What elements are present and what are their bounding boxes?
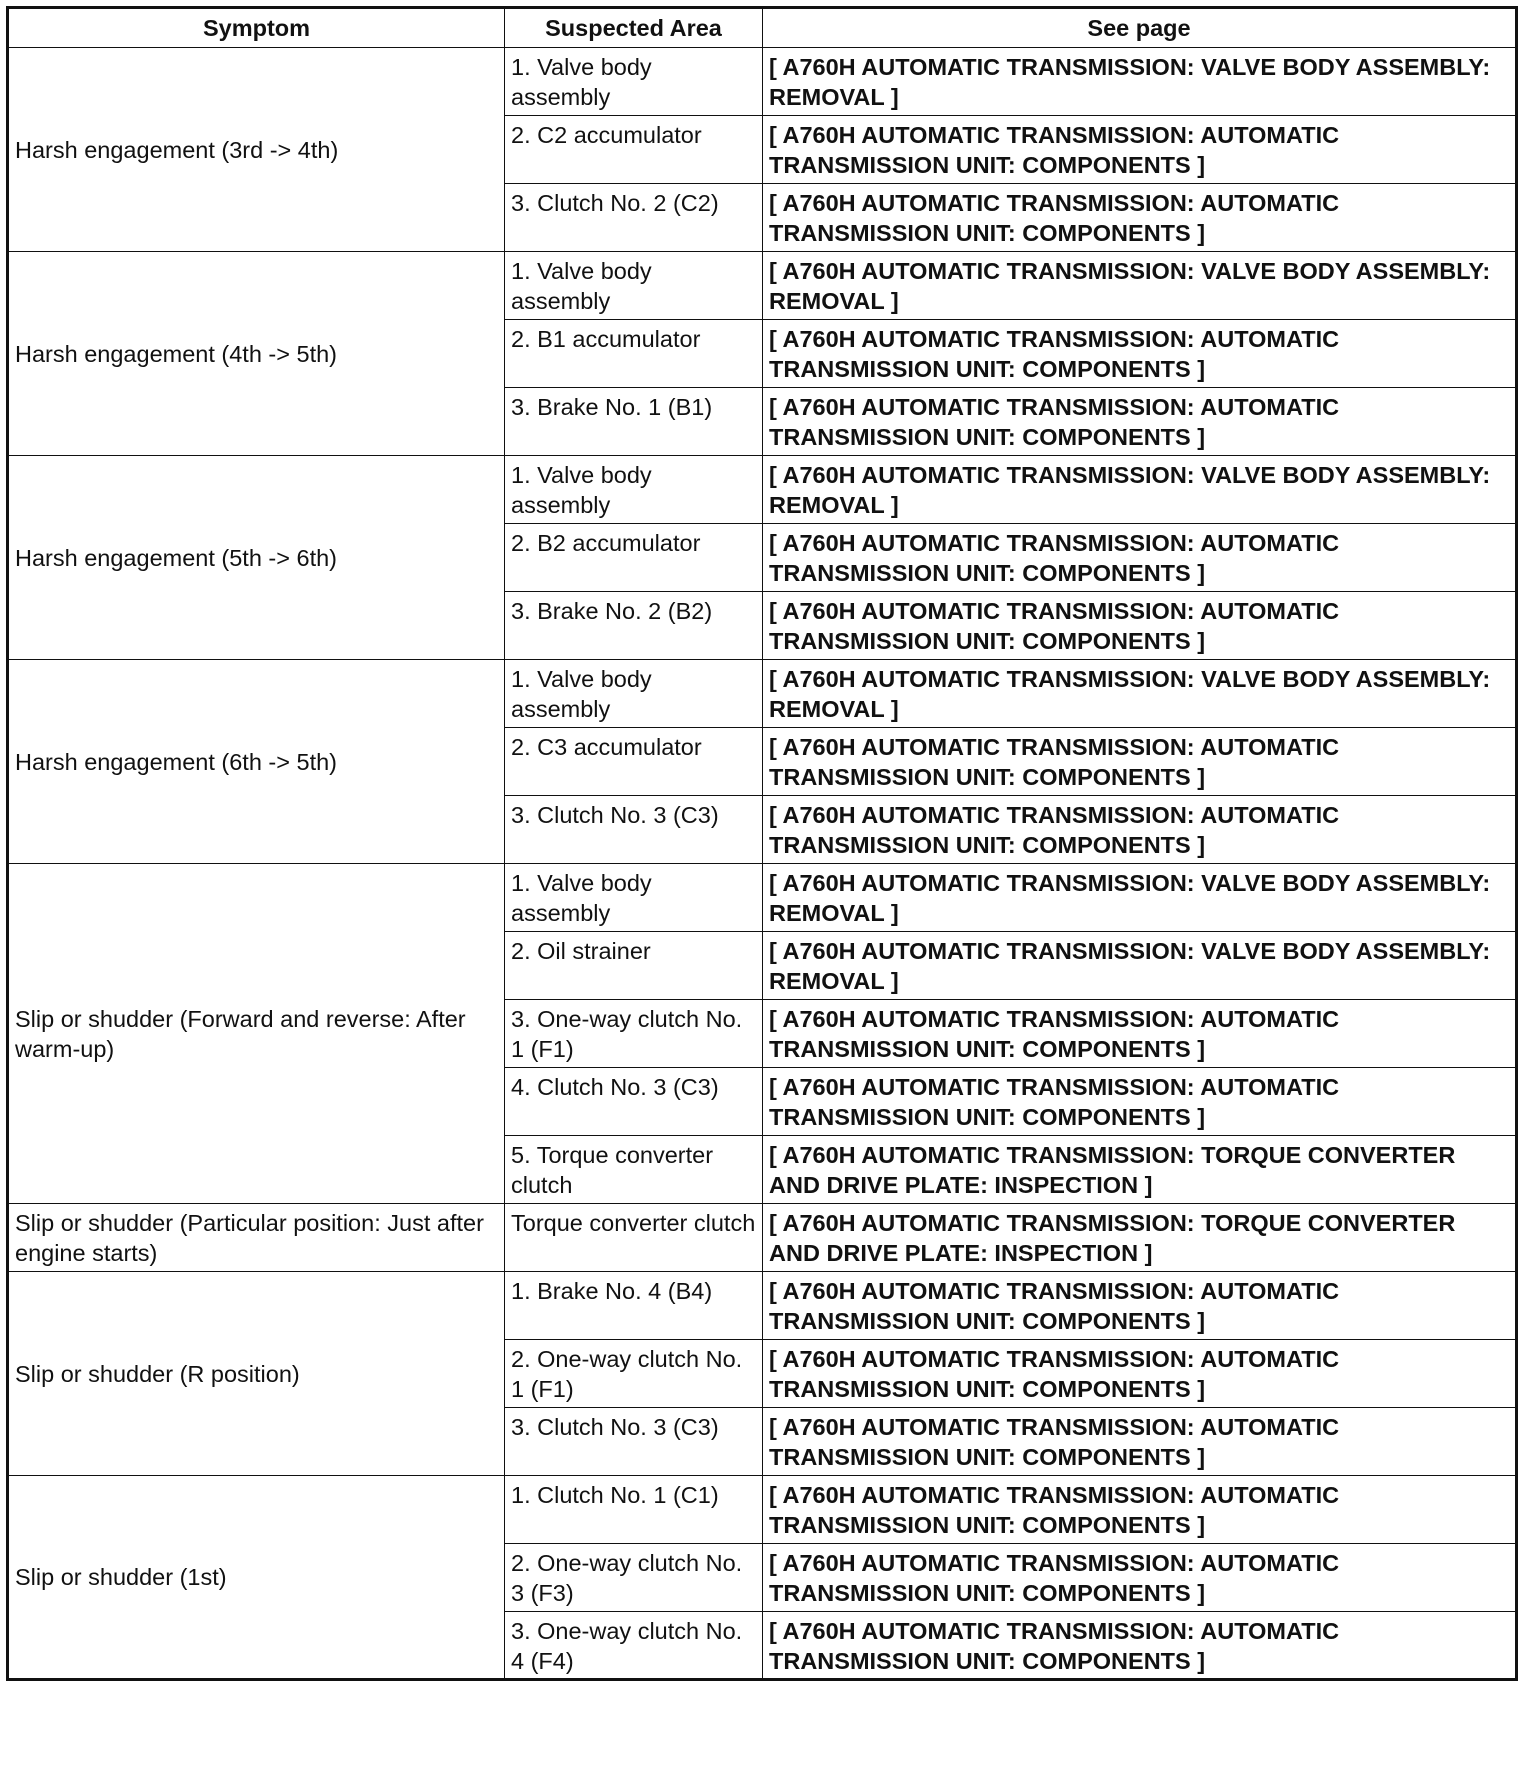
header-symptom: Symptom — [8, 8, 505, 48]
table-row — [8, 456, 1517, 524]
suspected-area-cell: 1. Clutch No. 1 (C1) — [505, 1476, 763, 1544]
suspected-area-cell: 1. Valve body assembly — [505, 252, 763, 320]
see-page-reference: [ A760H AUTOMATIC TRANSMISSION: AUTOMATIC TRANSMISSION UNIT: COMPONENTS ] — [763, 184, 1517, 252]
table-row — [8, 660, 1517, 728]
suspected-area-cell: 2. B1 accumulator — [505, 320, 763, 388]
suspected-area-cell: 4. Clutch No. 3 (C3) — [505, 1068, 763, 1136]
see-page-reference: [ A760H AUTOMATIC TRANSMISSION: AUTOMATIC TRANSMISSION UNIT: COMPONENTS ] — [763, 388, 1517, 456]
see-page-reference: [ A760H AUTOMATIC TRANSMISSION: AUTOMATIC TRANSMISSION UNIT: COMPONENTS ] — [763, 1068, 1517, 1136]
suspected-area-cell: 2. One-way clutch No. 1 (F1) — [505, 1340, 763, 1408]
suspected-area-cell: 2. One-way clutch No. 3 (F3) — [505, 1544, 763, 1612]
suspected-area-cell: 3. Clutch No. 3 (C3) — [505, 1408, 763, 1476]
symptom-cell: Harsh engagement (3rd -> 4th) — [8, 48, 505, 252]
suspected-area-cell: 1. Valve body assembly — [505, 864, 763, 932]
symptom-cell: Slip or shudder (Particular position: Just after engine starts) — [8, 1204, 505, 1272]
table-row — [8, 252, 1517, 320]
suspected-area-cell: 3. Brake No. 2 (B2) — [505, 592, 763, 660]
suspected-area-cell: 3. Clutch No. 2 (C2) — [505, 184, 763, 252]
see-page-reference: [ A760H AUTOMATIC TRANSMISSION: AUTOMATIC TRANSMISSION UNIT: COMPONENTS ] — [763, 1408, 1517, 1476]
symptom-cell: Harsh engagement (6th -> 5th) — [8, 660, 505, 864]
suspected-area-cell: 1. Brake No. 4 (B4) — [505, 1272, 763, 1340]
see-page-reference: [ A760H AUTOMATIC TRANSMISSION: VALVE BODY ASSEMBLY: REMOVAL ] — [763, 660, 1517, 728]
see-page-reference: [ A760H AUTOMATIC TRANSMISSION: AUTOMATIC TRANSMISSION UNIT: COMPONENTS ] — [763, 796, 1517, 864]
suspected-area-cell: 3. Clutch No. 3 (C3) — [505, 796, 763, 864]
header-suspected-area: Suspected Area — [505, 8, 763, 48]
suspected-area-cell: 3. Brake No. 1 (B1) — [505, 388, 763, 456]
see-page-reference: [ A760H AUTOMATIC TRANSMISSION: AUTOMATIC TRANSMISSION UNIT: COMPONENTS ] — [763, 1612, 1517, 1680]
symptom-cell: Harsh engagement (4th -> 5th) — [8, 252, 505, 456]
see-page-reference: [ A760H AUTOMATIC TRANSMISSION: AUTOMATIC TRANSMISSION UNIT: COMPONENTS ] — [763, 116, 1517, 184]
header-see-page: See page — [763, 8, 1517, 48]
see-page-reference: [ A760H AUTOMATIC TRANSMISSION: VALVE BODY ASSEMBLY: REMOVAL ] — [763, 456, 1517, 524]
suspected-area-cell: 2. Oil strainer — [505, 932, 763, 1000]
see-page-reference: [ A760H AUTOMATIC TRANSMISSION: TORQUE CONVERTER AND DRIVE PLATE: INSPECTION ] — [763, 1204, 1517, 1272]
suspected-area-cell: 3. One-way clutch No. 4 (F4) — [505, 1612, 763, 1680]
see-page-reference: [ A760H AUTOMATIC TRANSMISSION: VALVE BODY ASSEMBLY: REMOVAL ] — [763, 932, 1517, 1000]
see-page-reference: [ A760H AUTOMATIC TRANSMISSION: VALVE BODY ASSEMBLY: REMOVAL ] — [763, 252, 1517, 320]
table-row — [8, 1272, 1517, 1340]
see-page-reference: [ A760H AUTOMATIC TRANSMISSION: AUTOMATIC TRANSMISSION UNIT: COMPONENTS ] — [763, 524, 1517, 592]
table-row — [8, 1476, 1517, 1544]
see-page-reference: [ A760H AUTOMATIC TRANSMISSION: AUTOMATIC TRANSMISSION UNIT: COMPONENTS ] — [763, 1340, 1517, 1408]
table-row — [8, 1204, 1517, 1272]
table-row — [8, 864, 1517, 932]
suspected-area-cell: 3. One-way clutch No. 1 (F1) — [505, 1000, 763, 1068]
suspected-area-cell: 5. Torque converter clutch — [505, 1136, 763, 1204]
suspected-area-cell: 1. Valve body assembly — [505, 456, 763, 524]
see-page-reference: [ A760H AUTOMATIC TRANSMISSION: AUTOMATIC TRANSMISSION UNIT: COMPONENTS ] — [763, 1000, 1517, 1068]
suspected-area-cell: 2. C3 accumulator — [505, 728, 763, 796]
see-page-reference: [ A760H AUTOMATIC TRANSMISSION: AUTOMATIC TRANSMISSION UNIT: COMPONENTS ] — [763, 592, 1517, 660]
symptom-cell: Harsh engagement (5th -> 6th) — [8, 456, 505, 660]
table-body — [8, 48, 1517, 1680]
see-page-reference: [ A760H AUTOMATIC TRANSMISSION: AUTOMATIC TRANSMISSION UNIT: COMPONENTS ] — [763, 1544, 1517, 1612]
symptom-table — [6, 6, 1518, 1681]
suspected-area-cell: 1. Valve body assembly — [505, 48, 763, 116]
see-page-reference: [ A760H AUTOMATIC TRANSMISSION: AUTOMATIC TRANSMISSION UNIT: COMPONENTS ] — [763, 320, 1517, 388]
see-page-reference: [ A760H AUTOMATIC TRANSMISSION: AUTOMATIC TRANSMISSION UNIT: COMPONENTS ] — [763, 728, 1517, 796]
suspected-area-cell: Torque converter clutch — [505, 1204, 763, 1272]
suspected-area-cell: 1. Valve body assembly — [505, 660, 763, 728]
suspected-area-cell: 2. B2 accumulator — [505, 524, 763, 592]
symptom-cell: Slip or shudder (R position) — [8, 1272, 505, 1476]
see-page-reference: [ A760H AUTOMATIC TRANSMISSION: AUTOMATIC TRANSMISSION UNIT: COMPONENTS ] — [763, 1272, 1517, 1340]
see-page-reference: [ A760H AUTOMATIC TRANSMISSION: AUTOMATIC TRANSMISSION UNIT: COMPONENTS ] — [763, 1476, 1517, 1544]
symptom-cell: Slip or shudder (Forward and reverse: After warm-up) — [8, 864, 505, 1204]
see-page-reference: [ A760H AUTOMATIC TRANSMISSION: VALVE BODY ASSEMBLY: REMOVAL ] — [763, 48, 1517, 116]
see-page-reference: [ A760H AUTOMATIC TRANSMISSION: VALVE BODY ASSEMBLY: REMOVAL ] — [763, 864, 1517, 932]
suspected-area-cell: 2. C2 accumulator — [505, 116, 763, 184]
header-row — [8, 8, 1517, 48]
troubleshooting-document — [6, 6, 1515, 1681]
table-row — [8, 48, 1517, 116]
symptom-cell: Slip or shudder (1st) — [8, 1476, 505, 1680]
see-page-reference: [ A760H AUTOMATIC TRANSMISSION: TORQUE CONVERTER AND DRIVE PLATE: INSPECTION ] — [763, 1136, 1517, 1204]
